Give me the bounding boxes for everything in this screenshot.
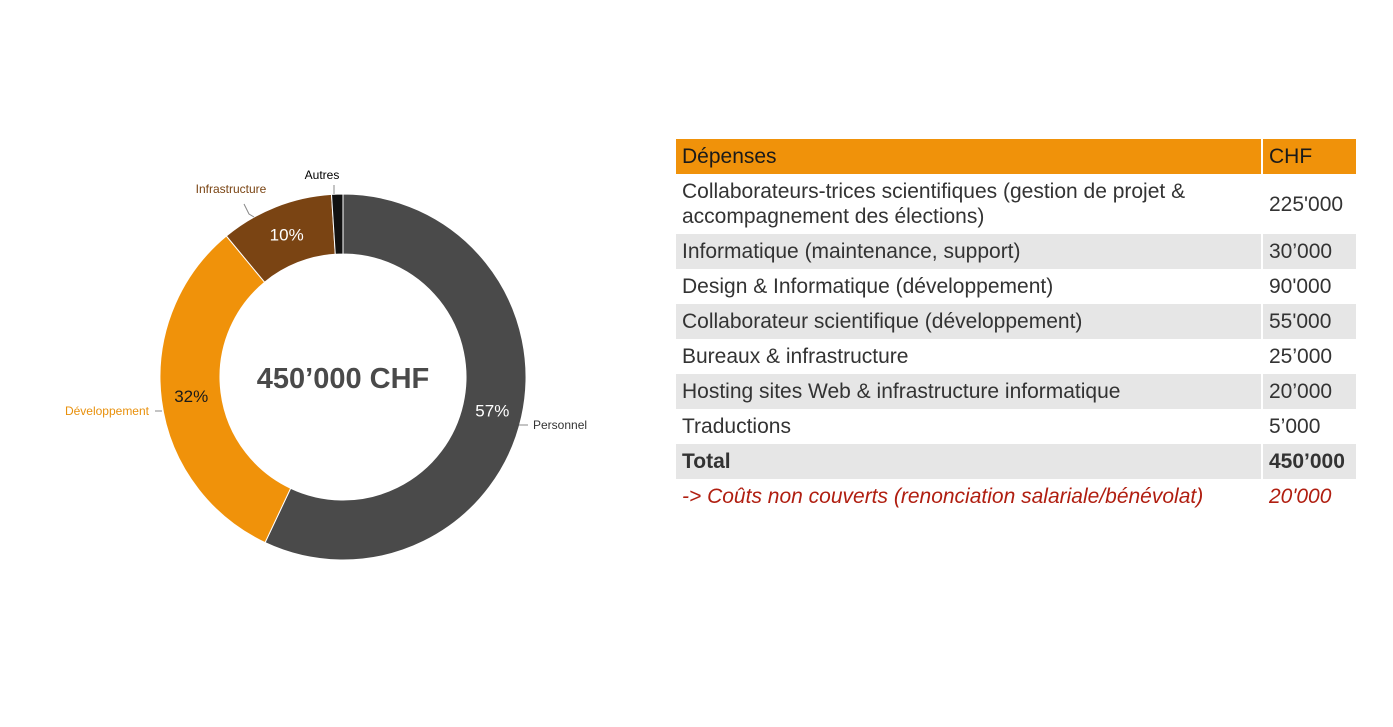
percent-label-infrastructure: 10% — [269, 225, 304, 245]
total-amount: 450’000 — [1262, 444, 1356, 479]
donut-chart — [0, 0, 660, 727]
total-row — [676, 444, 1356, 479]
table-row — [676, 269, 1356, 304]
row-label: Hosting sites Web & infrastructure informatique — [682, 380, 1121, 403]
row-label: Traductions — [682, 415, 791, 438]
table-header-row — [676, 139, 1356, 174]
category-label-autres: Autres — [304, 168, 340, 182]
leader-line-infrastructure — [244, 204, 254, 217]
uncovered-costs-amount: 20'000 — [1262, 479, 1356, 514]
table-row — [676, 409, 1356, 444]
percent-label-personnel: 57% — [475, 401, 510, 421]
header-depenses: Dépenses — [682, 145, 777, 168]
row-amount: 20’000 — [1262, 374, 1356, 409]
table-row — [676, 174, 1356, 234]
uncovered-costs-row — [676, 479, 1356, 514]
total-label: Total — [682, 450, 731, 473]
table-row — [676, 304, 1356, 339]
row-label: Bureaux & infrastructure — [682, 345, 909, 368]
expense-table — [676, 139, 1356, 514]
row-label: Informatique (maintenance, support) — [682, 240, 1021, 263]
uncovered-costs-label: -> Coûts non couverts (renonciation salariale/bénévolat) — [682, 485, 1204, 508]
table-row — [676, 339, 1356, 374]
row-amount: 30’000 — [1262, 234, 1356, 269]
row-amount: 25’000 — [1262, 339, 1356, 374]
percent-label-developpement: 32% — [174, 387, 209, 407]
row-amount: 90'000 — [1262, 269, 1356, 304]
row-amount: 225'000 — [1262, 174, 1356, 234]
table-row — [676, 374, 1356, 409]
row-amount: 5’000 — [1262, 409, 1356, 444]
category-label-developpement: Développement — [64, 404, 149, 418]
row-label: Collaborateur scientifique (développement) — [682, 310, 1083, 333]
category-label-personnel: Personnel — [533, 418, 588, 432]
row-label: Collaborateurs-trices scientifiques (gestion de projet & accompagnement des élections) — [682, 180, 1186, 228]
row-amount: 55'000 — [1262, 304, 1356, 339]
row-label: Design & Informatique (développement) — [682, 275, 1054, 298]
category-label-infrastructure: Infrastructure — [195, 182, 267, 196]
header-chf: CHF — [1262, 139, 1356, 174]
donut-center-label: 450’000 CHF — [256, 363, 430, 395]
table-row — [676, 234, 1356, 269]
